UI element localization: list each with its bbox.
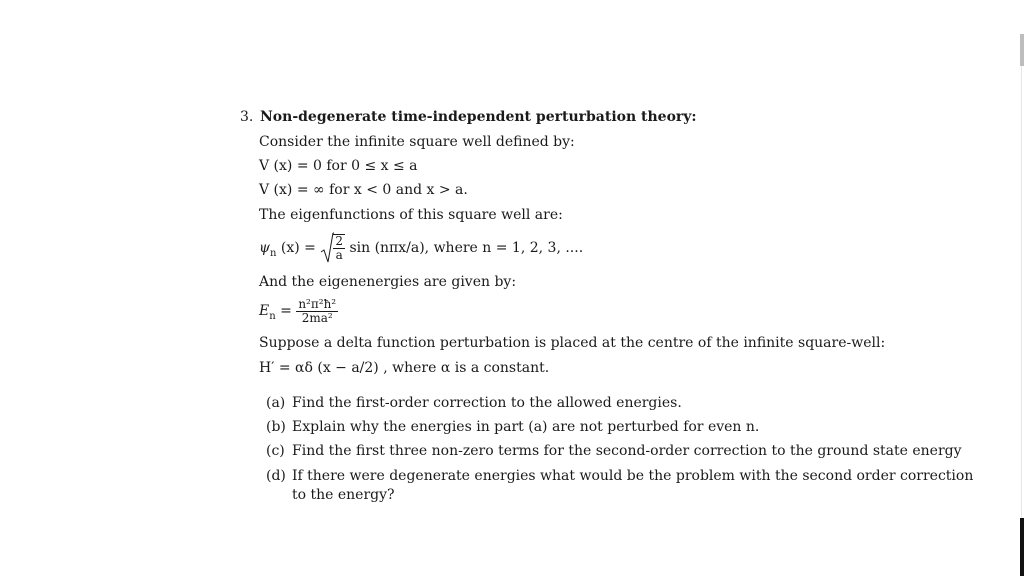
right-edge-marker-bottom <box>1020 518 1024 576</box>
question-c <box>266 443 962 459</box>
energy-equals: = <box>275 303 292 319</box>
eigenfunctions-intro: The eigenfunctions of this square well are: <box>259 207 563 223</box>
potential-inside: V (x) = 0 for 0 ≤ x ≤ a <box>259 158 418 174</box>
psi-argument: (x) = <box>276 240 316 256</box>
right-edge-line <box>1021 66 1022 518</box>
question-text: Find the first-order correction to the allowed energies. <box>292 395 682 411</box>
sqrt-radical <box>320 232 345 264</box>
question-d <box>266 468 974 484</box>
question-label: (a) <box>266 395 286 411</box>
question-text: Find the first three non-zero terms for the second-order correction to the ground state energy <box>292 443 962 459</box>
eigenfunction-equation <box>259 232 583 267</box>
eigenenergies-intro: And the eigenenergies are given by: <box>259 274 517 290</box>
perturbation-hamiltonian: H′ = αδ (x − a/2) , where α is a constant. <box>259 360 550 376</box>
energy-denominator: 2ma² <box>301 310 333 325</box>
question-d-continuation: to the energy? <box>292 487 395 503</box>
problem-number: 3. <box>240 109 254 125</box>
radical-sign <box>320 232 334 264</box>
psi-symbol: ψ <box>259 240 270 256</box>
eigenfunction-rest: sin (nπx/a), where n = 1, 2, 3, .... <box>349 240 584 256</box>
energy-subscript: n <box>269 310 276 322</box>
question-a <box>266 395 682 411</box>
psi-subscript: n <box>269 247 277 259</box>
perturbation-intro: Suppose a delta function perturbation is placed at the centre of the infinite square-well: <box>259 335 886 351</box>
question-text: If there were degenerate energies what would be the problem with the second order correction <box>292 468 974 484</box>
problem-title: Non-degenerate time-independent perturbation theory: <box>260 109 697 125</box>
energy-fraction <box>296 298 338 325</box>
energy-symbol: E <box>259 303 270 319</box>
energy-equation <box>259 296 338 332</box>
question-label: (d) <box>266 468 286 484</box>
question-label: (c) <box>266 443 285 459</box>
sqrt-denominator: a <box>335 248 343 262</box>
energy-numerator: n²π²ħ² <box>298 296 337 311</box>
question-text: Explain why the energies in part (a) are not perturbed for even n. <box>292 419 760 435</box>
sqrt-numerator: 2 <box>335 234 343 248</box>
sqrt-fraction <box>333 234 345 262</box>
question-b <box>266 419 759 435</box>
question-label: (b) <box>266 419 286 435</box>
right-edge-marker-top <box>1020 34 1024 66</box>
potential-outside: V (x) = ∞ for x < 0 and x > a. <box>259 182 468 198</box>
intro-text: Consider the infinite square well defined by: <box>259 134 575 150</box>
